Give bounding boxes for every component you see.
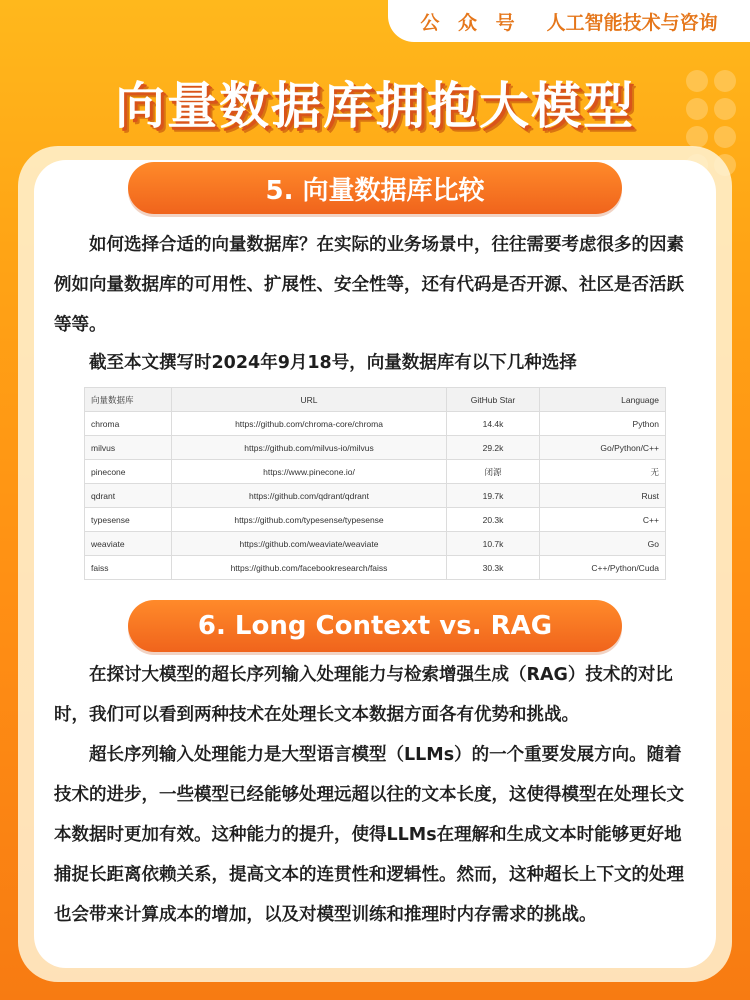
cell-star: 29.2k: [447, 436, 540, 460]
cell-db: qdrant: [85, 484, 172, 508]
section-5-heading: 5. 向量数据库比较: [128, 162, 622, 214]
header-url: URL: [172, 388, 447, 412]
section-6-paragraph-1: 在探讨大模型的超长序列输入处理能力与检索增强生成（RAG）技术的对比时，我们可以看到两种技术在处理长文本数据方面各有优势和挑战。: [54, 665, 673, 725]
cell-db: faiss: [85, 556, 172, 580]
cell-language: Go: [540, 532, 666, 556]
table-row: [85, 532, 666, 556]
cell-url: https://www.pinecone.io/: [172, 460, 447, 484]
section-6-heading: 6. Long Context vs. RAG: [128, 600, 622, 652]
section-6-paragraph-2: 超长序列输入处理能力是大型语言模型（LLMs）的一个重要发展方向。随着技术的进步，一些模型已经能够处理远超以往的文本长度，这使得模型在处理长文本数据时更加有效。这种能力的提升，使得LLMs在理解和生成文本时能够更好地捕捉长距离依赖关系，提高文本的连贯性和逻辑性。然而，这种超长上下文的处理也会带来计算成本的增加，以及对模型训练和推理时内存需求的挑战。: [54, 745, 684, 925]
header-star: GitHub Star: [447, 388, 540, 412]
cell-language: 无: [540, 460, 666, 484]
table-header-row: [85, 388, 666, 412]
cell-url: https://github.com/qdrant/qdrant: [172, 484, 447, 508]
cell-star: 20.3k: [447, 508, 540, 532]
account-tab: [388, 0, 750, 42]
table-row: [85, 412, 666, 436]
cell-db: chroma: [85, 412, 172, 436]
cell-language: Python: [540, 412, 666, 436]
section-5-paragraph-2: 截至本文撰写时2024年9月18号，向量数据库有以下几种选择: [89, 353, 577, 373]
cell-db: typesense: [85, 508, 172, 532]
cell-star: 10.7k: [447, 532, 540, 556]
cell-star: 14.4k: [447, 412, 540, 436]
section-5-paragraph-1: 如何选择合适的向量数据库？在实际的业务场景中，往往需要考虑很多的因素例如向量数据库的可用性、扩展性、安全性等，还有代码是否开源、社区是否活跃等等。: [54, 235, 684, 335]
table-row: [85, 436, 666, 460]
cell-url: https://github.com/milvus-io/milvus: [172, 436, 447, 460]
cell-language: Rust: [540, 484, 666, 508]
cell-star: 闭源: [447, 460, 540, 484]
cell-star: 30.3k: [447, 556, 540, 580]
cell-db: milvus: [85, 436, 172, 460]
cell-url: https://github.com/weaviate/weaviate: [172, 532, 447, 556]
table-row: [85, 460, 666, 484]
cell-language: Go/Python/C++: [540, 436, 666, 460]
account-label: 公 众 号: [420, 11, 521, 34]
header-language: Language: [540, 388, 666, 412]
cell-url: https://github.com/typesense/typesense: [172, 508, 447, 532]
cell-star: 19.7k: [447, 484, 540, 508]
cell-db: pinecone: [85, 460, 172, 484]
account-name: 人工智能技术与咨询: [546, 11, 718, 34]
page-title: 向量数据库拥抱大模型: [115, 77, 635, 135]
cell-language: C++: [540, 508, 666, 532]
cell-db: weaviate: [85, 532, 172, 556]
cell-language: C++/Python/Cuda: [540, 556, 666, 580]
cell-url: https://github.com/chroma-core/chroma: [172, 412, 447, 436]
table-row: [85, 508, 666, 532]
table-row: [85, 484, 666, 508]
header-db: 向量数据库: [85, 388, 172, 412]
vector-db-comparison-table: [84, 387, 666, 580]
table-row: [85, 556, 666, 580]
cell-url: https://github.com/facebookresearch/faiss: [172, 556, 447, 580]
